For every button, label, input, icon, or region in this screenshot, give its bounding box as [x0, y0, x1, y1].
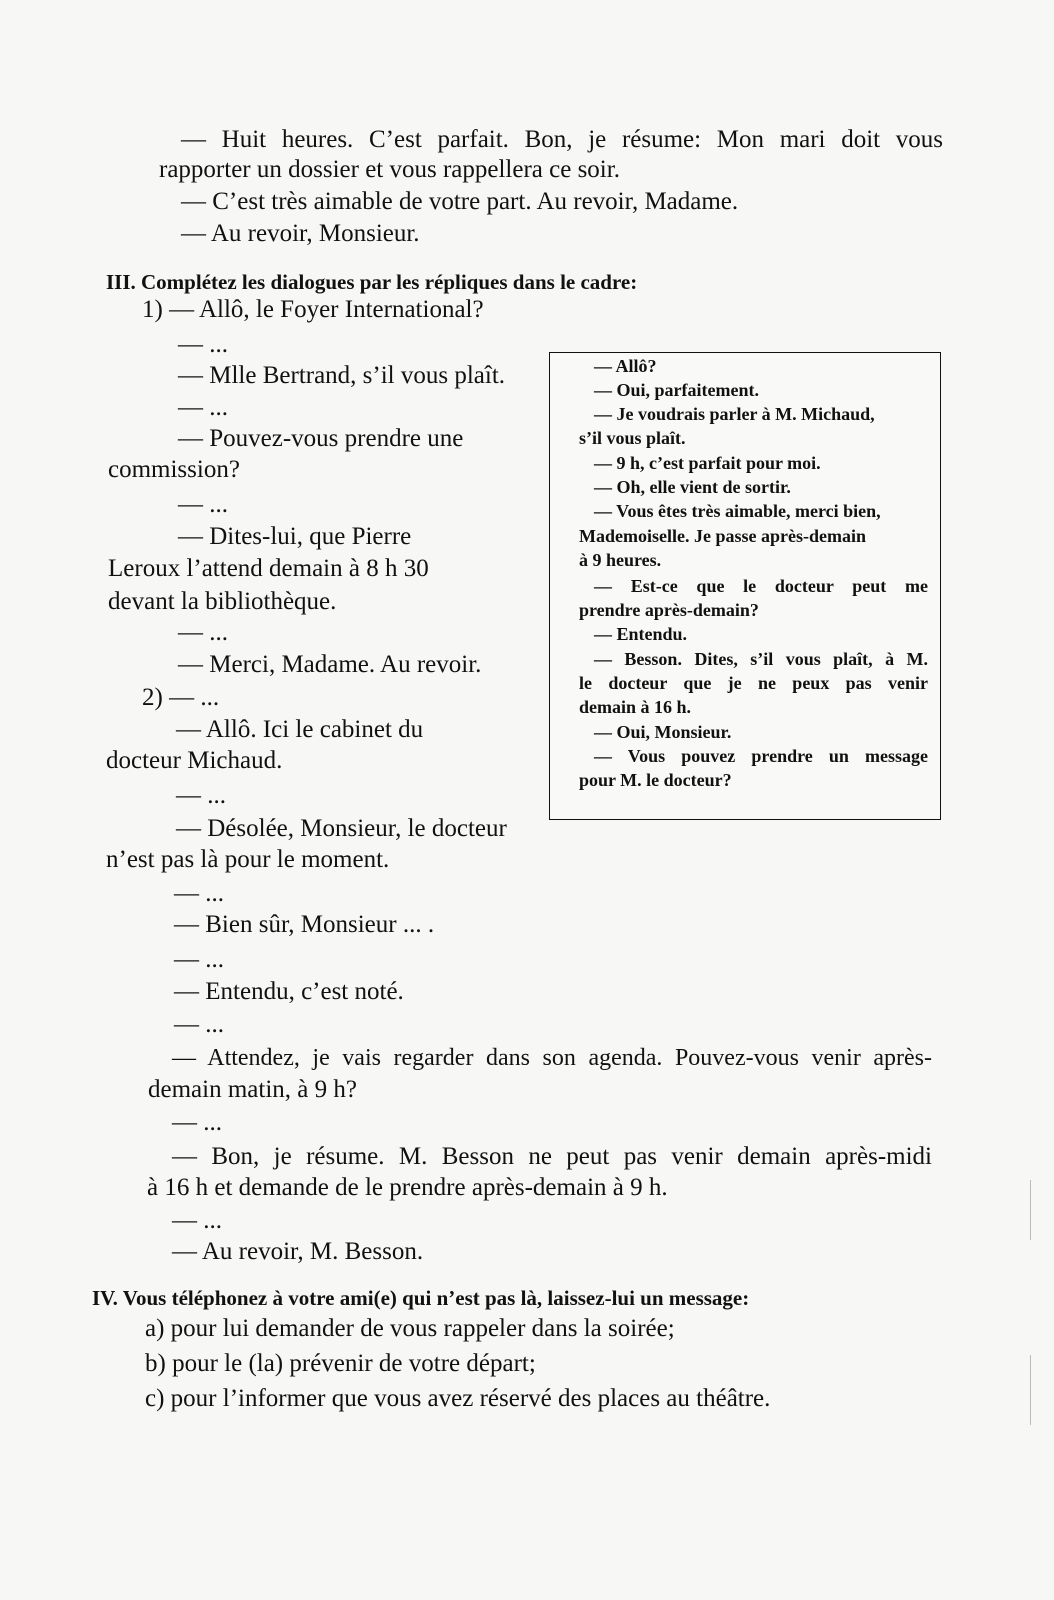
dialogue-1-line: commission?	[108, 456, 240, 483]
page-edge-line	[1030, 1355, 1031, 1425]
reply-line: — Vous êtes très aimable, merci bien,	[594, 501, 881, 521]
dialogue-1-line: devant la bibliothèque.	[108, 588, 337, 615]
intro-line: — C’est très aimable de votre part. Au revoir, Madame.	[181, 188, 739, 215]
dialogue-2-line: n’est pas là pour le moment.	[106, 846, 390, 873]
reply-line: — Je voudrais parler à M. Michaud,	[594, 404, 875, 424]
dialogue-2-line: — ...	[176, 782, 226, 809]
dialogue-2-line: — Bien sûr, Monsieur ... .	[174, 911, 435, 938]
reply-line: demain à 16 h.	[579, 697, 692, 717]
reply-line: — 9 h, c’est parfait pour moi.	[594, 453, 821, 473]
dialogue-1-line: — ...	[178, 394, 228, 421]
dialogue-1-line: — Pouvez-vous prendre une	[178, 425, 464, 452]
reply-line: Mademoiselle. Je passe après-demain	[579, 526, 866, 546]
dialogue-2-line: 2) — ...	[142, 684, 220, 711]
reply-line: — Oui, Monsieur.	[594, 722, 732, 742]
reply-line: — Oui, parfaitement.	[594, 380, 759, 400]
exercise-4-title: IV. Vous téléphonez à votre ami(e) qui n’est pas là, laissez-lui un message:	[92, 1286, 750, 1310]
dialogue-2-line: — ...	[174, 1011, 224, 1038]
intro-line: — Huit heures. C’est parfait. Bon, je résume: Mon mari doit vous	[181, 126, 943, 153]
dialogue-2-line: — Désolée, Monsieur, le docteur	[176, 815, 507, 842]
reply-line: le docteur que je ne peux pas venir	[579, 673, 928, 693]
dialogue-2-line: — ...	[174, 880, 224, 907]
dialogue-1-line: Leroux l’attend demain à 8 h 30	[108, 555, 429, 582]
dialogue-2-line: — Entendu, c’est noté.	[174, 978, 404, 1005]
dialogue-2-line: — ...	[172, 1207, 222, 1234]
reply-line: — Est-ce que le docteur peut me	[594, 576, 928, 596]
dialogue-2-line: — Attendez, je vais regarder dans son agenda. Pouvez-vous venir après-	[172, 1045, 932, 1071]
intro-line: rapporter un dossier et vous rappellera ce soir.	[159, 156, 620, 183]
page-edge-line	[1030, 1180, 1031, 1240]
reply-line: — Oh, elle vient de sortir.	[594, 477, 791, 497]
exercise-3-title: III. Complétez les dialogues par les répliques dans le cadre:	[106, 270, 638, 294]
dialogue-1-line: — ...	[178, 491, 228, 518]
dialogue-2-line: — Allô. Ici le cabinet du	[176, 716, 424, 743]
dialogue-1-line: 1) — Allô, le Foyer International?	[142, 296, 484, 323]
exercise-4-item: b) pour le (la) prévenir de votre départ;	[145, 1350, 536, 1377]
exercise-4-item: a) pour lui demander de vous rappeler dans la soirée;	[145, 1315, 675, 1342]
reply-line: prendre après-demain?	[579, 600, 759, 620]
reply-line: — Vous pouvez prendre un message	[594, 746, 928, 766]
reply-line: — Allô?	[594, 356, 657, 376]
dialogue-1-line: — Dites-lui, que Pierre	[178, 523, 412, 550]
dialogue-2-line: docteur Michaud.	[106, 747, 283, 774]
dialogue-1-line: — Mlle Bertrand, s’il vous plaît.	[178, 362, 506, 389]
intro-line: — Au revoir, Monsieur.	[181, 220, 420, 247]
dialogue-2-line: — Au revoir, M. Besson.	[172, 1238, 424, 1265]
replies-box	[549, 352, 941, 820]
dialogue-2-line: demain matin, à 9 h?	[148, 1076, 357, 1103]
reply-line: — Entendu.	[594, 624, 688, 644]
exercise-4-item: c) pour l’informer que vous avez réservé des places au théâtre.	[145, 1385, 771, 1412]
reply-line: à 9 heures.	[579, 550, 662, 570]
dialogue-2-line: — Bon, je résume. M. Besson ne peut pas venir demain après-midi	[172, 1143, 932, 1170]
dialogue-2-line: à 16 h et demande de le prendre après-demain à 9 h.	[147, 1174, 668, 1201]
reply-line: — Besson. Dites, s’il vous plaît, à M.	[594, 649, 928, 669]
dialogue-1-line: — ...	[178, 331, 228, 358]
dialogue-2-line: — ...	[172, 1109, 222, 1136]
dialogue-1-line: — Merci, Madame. Au revoir.	[178, 651, 482, 678]
dialogue-2-line: — ...	[174, 946, 224, 973]
dialogue-1-line: — ...	[178, 619, 228, 646]
reply-line: s’il vous plaît.	[579, 428, 686, 448]
reply-line: pour M. le docteur?	[579, 770, 732, 790]
